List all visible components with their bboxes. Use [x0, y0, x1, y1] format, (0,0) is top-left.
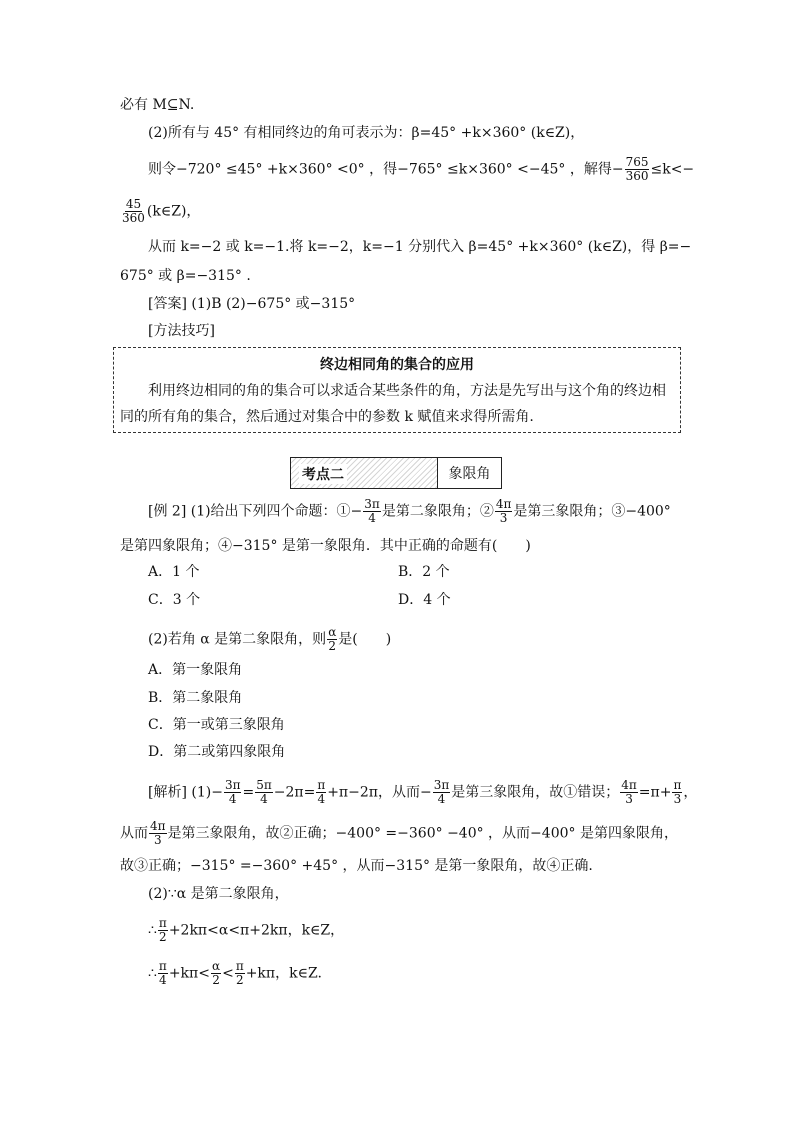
numerator: 3π: [224, 778, 241, 792]
numerator: π: [158, 916, 167, 930]
denominator: 4: [159, 973, 167, 987]
text-segment: 则令−720° ≤45° +k×360° <0° ，得−765° ≤k×360° <−45° ，解得−: [148, 161, 624, 178]
question-line: [148, 626, 391, 653]
text-segment: ，: [683, 784, 698, 801]
text-line: [120, 198, 200, 225]
denominator: 4: [437, 792, 446, 806]
numerator: 4π: [150, 819, 166, 833]
denominator: 4: [260, 792, 268, 806]
text-segment: −2π=: [273, 784, 316, 801]
text-segment: ∴: [148, 922, 157, 939]
text-segment: =π+: [638, 784, 672, 801]
denominator: 360: [625, 169, 649, 183]
numerator: π: [235, 959, 244, 973]
numerator: π: [158, 959, 167, 973]
numerator: π: [673, 778, 682, 792]
option-c: C．第一或第三象限角: [148, 717, 285, 733]
fraction: [327, 626, 337, 653]
option-d: D．第二或第四象限角: [148, 744, 286, 760]
fraction: [121, 198, 146, 225]
analysis-line: [148, 779, 697, 806]
numerator: α: [328, 625, 337, 639]
text-segment: 是第二象限角；②: [381, 503, 494, 520]
denominator: 4: [228, 792, 237, 806]
denominator: 4: [317, 792, 326, 806]
text-segment: +kπ，k∈Z.: [245, 965, 322, 982]
fraction: [495, 498, 513, 525]
text-segment: <: [222, 965, 234, 982]
denominator: 4: [368, 511, 376, 525]
denominator: 3: [673, 792, 682, 806]
option-a: A．1 个: [148, 564, 200, 580]
fraction: [158, 960, 168, 987]
numerator: 3π: [364, 497, 380, 511]
denominator: 2: [212, 973, 220, 987]
denominator: 3: [625, 792, 633, 806]
text-segment: =: [242, 784, 255, 801]
analysis-line: [148, 960, 322, 987]
fraction: [433, 779, 451, 806]
numerator: 4π: [621, 778, 637, 792]
text-line: [148, 156, 694, 183]
numerator: α: [211, 959, 221, 973]
numerator: π: [317, 778, 326, 792]
text-segment: 是第三象限角，故②正确；−400° =−360° −40° ，从而−400° 是第四象限角，: [167, 825, 678, 842]
text-segment: ∴: [148, 965, 157, 982]
analysis-line: (2)∵α 是第二象限角，: [148, 886, 289, 902]
section-header: [290, 457, 502, 489]
text-segment: +π−2π，从而−: [327, 784, 432, 801]
method-title: 终边相同角的集合的应用: [320, 357, 474, 373]
numerator: 5π: [256, 778, 272, 792]
numerator: 765: [625, 155, 649, 169]
fraction: [224, 779, 242, 806]
analysis-line: 故③正确；−315° =−360° +45° ，从而−315° 是第一象限角，故④正确.: [120, 858, 593, 874]
answer-line: [答案] (1)B (2)−675° 或−315°: [148, 296, 356, 312]
option-b: B．2 个: [398, 564, 450, 580]
option-d: D．4 个: [398, 592, 451, 608]
text-segment: (2)若角 α 是第二象限角，则: [148, 631, 327, 648]
text-line: (2)所有与 45° 有相同终边的角可表示为：β=45° +k×360° (k∈Z)，: [148, 125, 585, 141]
denominator: 2: [235, 973, 244, 987]
fraction: [235, 960, 245, 987]
text-segment: +kπ<: [168, 965, 210, 982]
option-b: B．第二象限角: [148, 690, 243, 706]
fraction: [158, 917, 168, 944]
fraction: [625, 156, 650, 183]
denominator: 2: [159, 930, 167, 944]
method-body: 利用终边相同的角的集合可以求适合某些条件的角，方法是先写出与这个角的终边相同的所有角的集合，然后通过对集合中的参数 k 赋值来求得所需角.: [120, 383, 666, 425]
fraction: [255, 779, 273, 806]
fraction: [211, 960, 221, 987]
option-c: C．3 个: [148, 592, 201, 608]
numerator: 4π: [495, 497, 512, 511]
question-line: 是第四象限角；④−315° 是第一象限角．其中正确的命题有( ): [120, 538, 531, 554]
denominator: 3: [499, 511, 508, 525]
fraction: [316, 779, 326, 806]
text-segment: [例 2] (1)给出下列四个命题：①−: [148, 503, 363, 520]
fraction: [620, 779, 638, 806]
denominator: 2: [328, 639, 337, 653]
option-a: A．第一象限角: [148, 662, 243, 678]
text-segment: 是第三象限角；③−400°: [513, 503, 671, 520]
method-tip-box: [113, 347, 681, 433]
section-number: [291, 458, 438, 488]
denominator: 3: [153, 833, 162, 847]
text-line: 675° 或 β=−315° .: [120, 268, 251, 284]
numerator: 45: [125, 197, 142, 211]
numerator: 3π: [433, 778, 450, 792]
text-segment: 从而: [120, 825, 148, 842]
analysis-line: [120, 820, 678, 847]
section-number-label: 考点二: [299, 464, 347, 484]
section-title: 象限角: [448, 466, 491, 482]
text-segment: (k∈Z)，: [146, 203, 201, 220]
method-label: [方法技巧]: [148, 323, 215, 339]
text-segment: 是( ): [338, 631, 392, 648]
text-segment: 是第三象限角，故①错误；: [451, 784, 620, 801]
text-segment: [解析] (1)−: [148, 784, 223, 801]
text-line: 必有 M⊆N.: [120, 97, 195, 113]
denominator: 360: [122, 211, 145, 225]
text-line: 从而 k=−2 或 k=−1.将 k=−2，k=−1 分别代入 β=45° +k×360° (k∈Z)，得 β=−: [148, 239, 692, 255]
text-segment: ≤k<−: [650, 161, 695, 178]
analysis-line: [148, 917, 344, 944]
text-segment: +2kπ<α<π+2kπ，k∈Z，: [168, 922, 345, 939]
fraction: [149, 820, 167, 847]
fraction: [672, 779, 682, 806]
fraction: [363, 498, 381, 525]
question-line: [148, 498, 671, 525]
